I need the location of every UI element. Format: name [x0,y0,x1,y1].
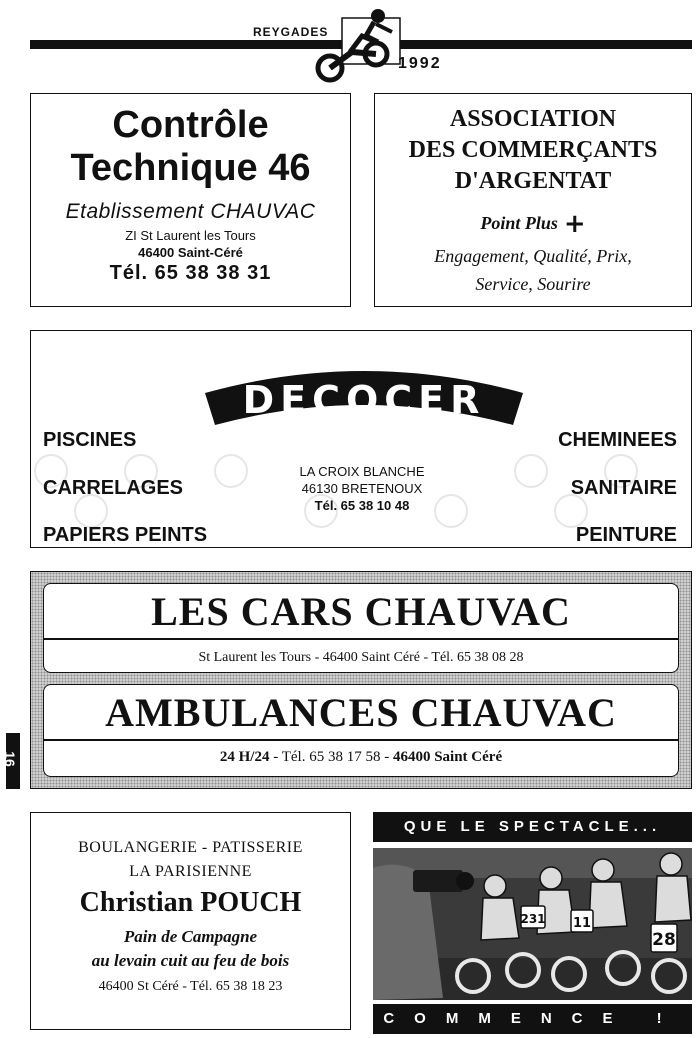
ad5-address: 46400 St Céré - Tél. 65 38 18 23 [98,979,283,994]
ad3-phone: Tél. 65 38 10 48 [314,498,410,513]
rider-number-2: 11 [572,916,592,931]
ad3-left-item-2: CARRELAGES [43,477,184,499]
page-number: 16 [1,751,18,767]
decocer-logo [201,355,527,431]
ad2-line1: ASSOCIATION [449,106,617,132]
spectacle-banner-top: QUE LE SPECTACLE... [373,812,692,842]
ad3-right-item-3: PEINTURE [575,524,677,546]
cars-chauvac-address: St Laurent les Tours - 46400 Saint Céré - Tél. 65 38 08 28 [198,649,524,665]
ad1-address1: ZI St Laurent les Tours [125,228,256,243]
ad-controle-technique [30,93,351,307]
panel2-divider [44,739,678,741]
plus-icon: + [563,209,586,239]
rider-number-3: 28 [652,930,676,950]
ambulances-city: 46400 Saint Céré [392,748,503,765]
ad-boulangerie [30,812,351,1030]
ad3-left-item-1: PISCINES [43,429,137,451]
ambulances-chauvac-panel [43,684,679,777]
ad-decocer [30,330,692,548]
cars-chauvac-panel [43,583,679,673]
spectacle-banner-bottom: COMMENCE ! [373,1004,692,1034]
rider-number-1: 231 [520,912,546,926]
motocross-photo [373,848,692,1000]
ad1-address2: 46400 Saint-Céré [138,245,243,260]
panel1-divider [44,638,678,640]
header-title: REYGADES [253,25,329,39]
ad2-line2: DES COMMERÇANTS [408,137,658,163]
ad3-right-item-2: SANITAIRE [570,477,677,499]
ad3-left-item-3: PAPIERS PEINTS [43,524,208,546]
ad5-line2: LA PARISIENNE [129,863,252,880]
ambulances-chauvac-info [44,749,678,766]
ad1-title-line1: Contrôle [112,104,269,146]
decocer-brand: DECOCER [242,378,486,422]
ambulances-chauvac-title: AMBULANCES CHAUVAC [105,690,617,735]
page-number-tab [1,733,20,789]
ad-association-commercants [374,93,692,307]
ambulances-phone: - Tél. 65 38 17 58 - [273,748,390,765]
ambulances-hours: 24 H/24 [219,748,270,765]
header-year: 1992 [398,55,442,72]
ad3-address2: 46130 BRETENOUX [301,481,423,496]
ad2-slogan-line1: Engagement, Qualité, Prix, [434,246,632,266]
ad3-address1: LA CROIX BLANCHE [299,464,425,479]
ad1-establishment: Etablissement CHAUVAC [65,200,316,223]
ad5-name: Christian POUCH [79,887,302,918]
ad5-bread-line1: Pain de Campagne [123,927,258,946]
cars-chauvac-title: LES CARS CHAUVAC [151,589,571,634]
ad2-point-plus [375,209,691,239]
ad1-phone: Tél. 65 38 38 31 [109,262,272,284]
ad5-bread-line2: au levain cuit au feu de bois [91,951,290,970]
ad2-slogan-line2: Service, Sourire [475,274,591,294]
ad2-point-plus-label: Point Plus [480,213,558,233]
ad2-line3: D'ARGENTAT [454,168,612,194]
ad3-address-block [251,463,473,514]
motocross-rider-logo [312,6,404,88]
ad3-right-item-1: CHEMINEES [558,429,677,451]
ad-chauvac [30,571,692,789]
ad5-line1: BOULANGERIE - PATISSERIE [78,839,303,856]
ad1-title-line2: Technique 46 [70,147,311,189]
